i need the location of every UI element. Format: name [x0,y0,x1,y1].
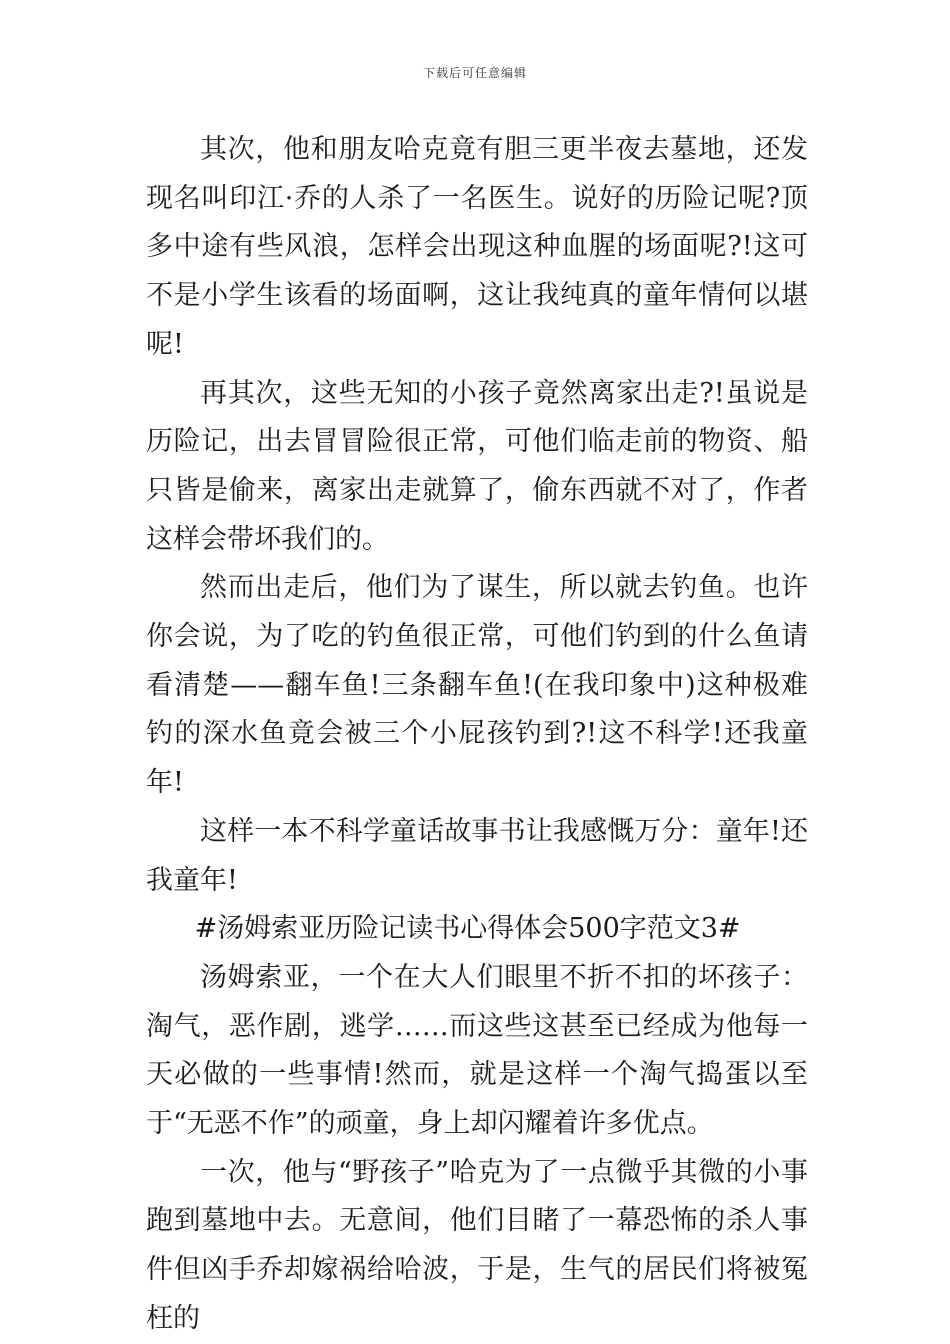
paragraph: 一次，他与“野孩子”哈克为了一点微乎其微的小事跑到墓地中去。无意间，他们目睹了一幕恐怖的杀人事件但凶手乔却嫁祸给哈波，于是，生气的居民们将被冤枉的 [146,1156,808,1334]
paragraph: 然而出走后，他们为了谋生，所以就去钓鱼。也许你会说，为了吃的钓鱼很正常，可他们钓到的什么鱼请看清楚——翻车鱼!三条翻车鱼!(在我印象中)这种极难钓的深水鱼竟会被三个小屁孩钓到?!这不科学!还我童年! [146,572,808,799]
section-heading: #汤姆索亚历险记读书心得体会500字范文3# [194,913,741,945]
paragraph: 这样一本不科学童话故事书让我感慨万分：童年!还我童年! [146,815,808,896]
paragraph: 汤姆索亚，一个在大人们眼里不折不扣的坏孩子：淘气，恶作剧，逃学……而这些这甚至已经成为他每一天必做的一些事情!然而，就是这样一个淘气捣蛋以至于“无恶不作”的顽童，身上却闪耀着许多优点。 [146,961,808,1140]
page-header: 下载后可任意编辑 [422,66,527,80]
paragraph: 其次，他和朋友哈克竟有胆三更半夜去墓地，还发现名叫印江·乔的人杀了一名医生。说好的历险记呢?顶多中途有些风浪，怎样会出现这种血腥的场面呢?!这可不是小学生该看的场面啊，这让我纯真的童年情何以堪呢! [146,134,808,360]
document-body [146,126,808,1344]
paragraph: 再其次，这些无知的小孩子竟然离家出走?!虽说是历险记，出去冒冒险很正常，可他们临走前的物资、船只皆是偷来，离家出走就算了，偷东西就不对了，作者这样会带坏我们的。 [146,377,808,555]
